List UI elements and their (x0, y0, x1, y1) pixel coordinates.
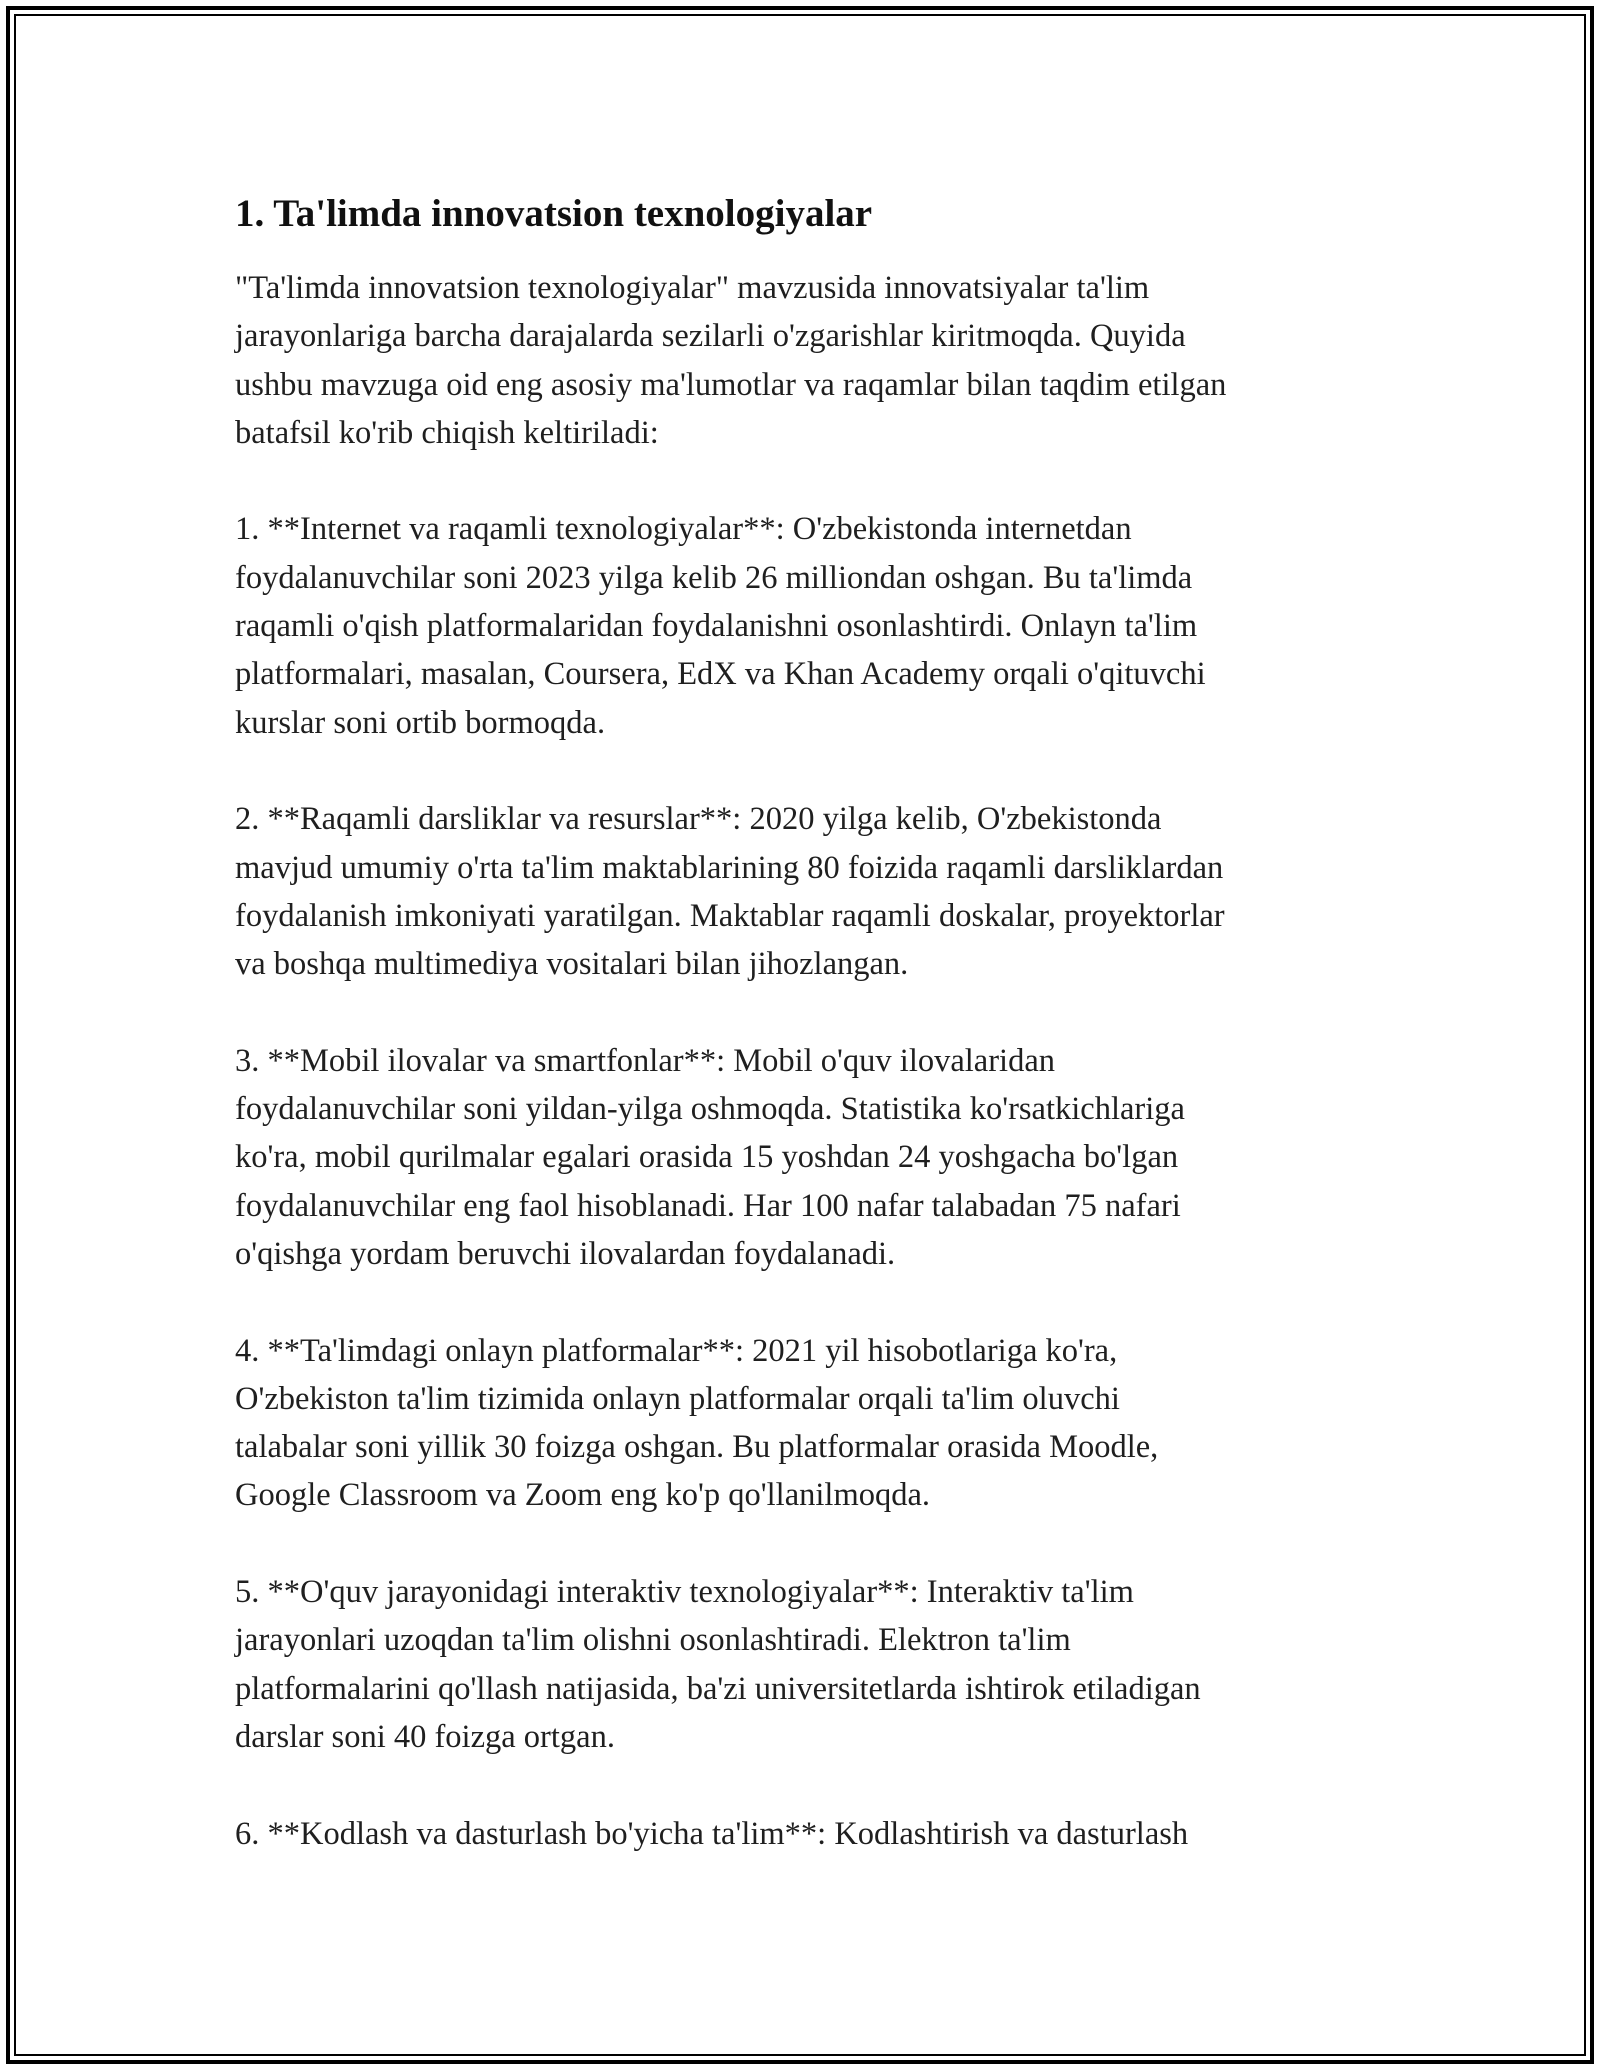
document-body (235, 186, 1365, 1906)
section-heading: 1. Ta'limda innovatsion texnologiyalar (235, 192, 873, 235)
intro-paragraph: "Ta'limda innovatsion texnologiyalar" mavzusida innovatsiyalar ta'lim jarayonlariga barcha darajalarda sezilarli o'zgarishlar kiritmoqda. Quyida ushbu mavzuga oid eng asosiy ma'lumotlar va raqamlar bilan taqdim etilgan batafsil ko'rib chiqish keltiriladi: (235, 270, 1227, 451)
item-online-platforms-paragraph: 4. **Ta'limdagi onlayn platformalar**: 2021 yil hisobotlariga ko'ra, O'zbekiston ta'lim tizimida onlayn platformalar orqali ta'lim oluvchi talabalar soni yillik 30 foizga oshgan. Bu platformalar orasida Moodle, Google Classroom va Zoom eng ko'p qo'llanilmoqda. (235, 1332, 1159, 1514)
item-digital-textbooks-paragraph: 2. **Raqamli darsliklar va resurslar**: 2020 yilga kelib, O'zbekistonda mavjud umumiy o'rta ta'lim maktablarining 80 foizida raqamli darsliklardan foydalanish imkoniyati yaratilgan. Maktablar raqamli doskalar, proyektorlar va boshqa multimediya vositalari bilan jihozlangan. (235, 801, 1225, 983)
item-interactive-tech-paragraph: 5. **O'quv jarayonidagi interaktiv texnologiyalar**: Interaktiv ta'lim jarayonlari uzoqdan ta'lim olishni osonlashtiradi. Elektron ta'lim platformalarini qo'llash natijasida, ba'zi universitetlarda ishtirok etiladigan darslar soni 40 foizga ortgan. (235, 1574, 1201, 1755)
item-mobile-apps-paragraph: 3. **Mobil ilovalar va smartfonlar**: Mobil o'quv ilovalaridan foydalanuvchilar soni yildan-yilga oshmoqda. Statistika ko'rsatkichlariga ko'ra, mobil qurilmalar egalari orasida 15 yoshdan 24 yoshgacha bo'lgan foydalanuvchilar eng faol hisoblanadi. Har 100 nafar talabadan 75 nafari o'qishga yordam beruvchi ilovalardan foydalanadi. (235, 1042, 1185, 1272)
item-coding-paragraph: 6. **Kodlash va dasturlash bo'yicha ta'lim**: Kodlashtirish va dasturlash (235, 1815, 1189, 1852)
item-internet-paragraph: 1. **Internet va raqamli texnologiyalar**: O'zbekistonda internetdan foydalanuvchilar soni 2023 yilga kelib 26 milliondan oshgan. Bu ta'limda raqamli o'qish platformalaridan foydalanishni osonlashtirdi. Onlayn ta'lim platformalari, masalan, Coursera, EdX va Khan Academy orqali o'qituvchi kurslar soni ortib bormoqda. (235, 511, 1206, 741)
